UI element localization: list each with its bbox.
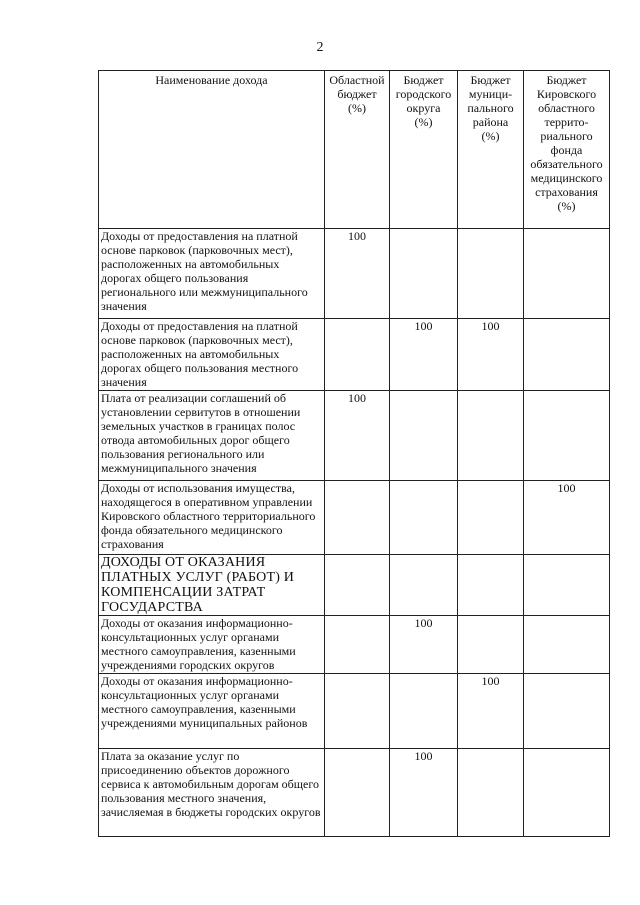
header-revenue-name: Наименование дохода [99,71,325,229]
table-row [99,229,610,319]
revenue-name-cell: Доходы от предоставления на платной основе парковок (парковочных мест), расположенных на автомобильных дорогах общего пользования местного значения [99,319,325,391]
section-row [99,555,610,616]
revenue-name-cell: Плата за оказание услуг по присоединению объектов дорожного сервиса к автомобильным дорогам общего пользования местного значения, зачисляемая в бюджеты городских округов [99,749,325,837]
cell-city-budget: 100 [390,616,458,674]
cell-fund-budget [524,749,610,837]
cell-fund-budget [524,319,610,391]
header-municipal-budget: Бюджет муници- пального района (%) [458,71,524,229]
revenue-name-cell: Доходы от оказания информационно-консультационных услуг органами местного самоуправления, казенными учреждениями муниципальных районов [99,674,325,749]
revenue-distribution-table [98,70,610,837]
table-row [99,616,610,674]
table-row [99,674,610,749]
cell-fund-budget [524,391,610,481]
cell-municipal-budget [458,555,524,616]
table-row [99,749,610,837]
table-body [99,229,610,837]
cell-city-budget [390,481,458,555]
cell-city-budget: 100 [390,749,458,837]
cell-fund-budget: 100 [524,481,610,555]
revenue-name-cell: Плата от реализации соглашений об установлении сервитутов в отношении земельных участков в границах полос отвода автомобильных дорог общего пользования регионального или межмуниципального значения [99,391,325,481]
cell-fund-budget [524,616,610,674]
cell-municipal-budget [458,749,524,837]
header-regional-budget: Областной бюджет (%) [325,71,390,229]
cell-municipal-budget [458,391,524,481]
cell-city-budget [390,391,458,481]
table-row [99,319,610,391]
cell-regional-budget: 100 [325,229,390,319]
cell-city-budget: 100 [390,319,458,391]
page-number: 2 [316,40,324,55]
cell-city-budget [390,555,458,616]
revenue-name-cell: Доходы от оказания информационно-консультационных услуг органами местного самоуправления, казенными учреждениями городских округов [99,616,325,674]
table-row [99,481,610,555]
cell-municipal-budget [458,481,524,555]
cell-regional-budget [325,749,390,837]
cell-fund-budget [524,674,610,749]
section-title: ДОХОДЫ ОТ ОКАЗАНИЯ ПЛАТНЫХ УСЛУГ (РАБОТ) И КОМПЕНСАЦИИ ЗАТРАТ ГОСУДАРСТВА [99,555,325,616]
cell-regional-budget [325,319,390,391]
cell-municipal-budget [458,229,524,319]
cell-municipal-budget [458,616,524,674]
cell-city-budget [390,229,458,319]
header-fund-budget: Бюджет Кировского областного террито- риального фонда обязательного медицинского страхования (%) [524,71,610,229]
cell-regional-budget: 100 [325,391,390,481]
cell-regional-budget [325,555,390,616]
table-row [99,391,610,481]
cell-regional-budget [325,674,390,749]
revenue-name-cell: Доходы от использования имущества, находящегося в оперативном управлении Кировского областного территориального фонда обязательного медицинского страхования [99,481,325,555]
cell-regional-budget [325,616,390,674]
header-city-budget: Бюджет городского округа (%) [390,71,458,229]
table-header-row [99,71,610,229]
cell-city-budget [390,674,458,749]
cell-fund-budget [524,229,610,319]
cell-regional-budget [325,481,390,555]
cell-municipal-budget: 100 [458,319,524,391]
cell-fund-budget [524,555,610,616]
cell-municipal-budget: 100 [458,674,524,749]
revenue-name-cell: Доходы от предоставления на платной основе парковок (парковочных мест), расположенных на автомобильных дорогах общего пользования регионального или межмуниципального значения [99,229,325,319]
